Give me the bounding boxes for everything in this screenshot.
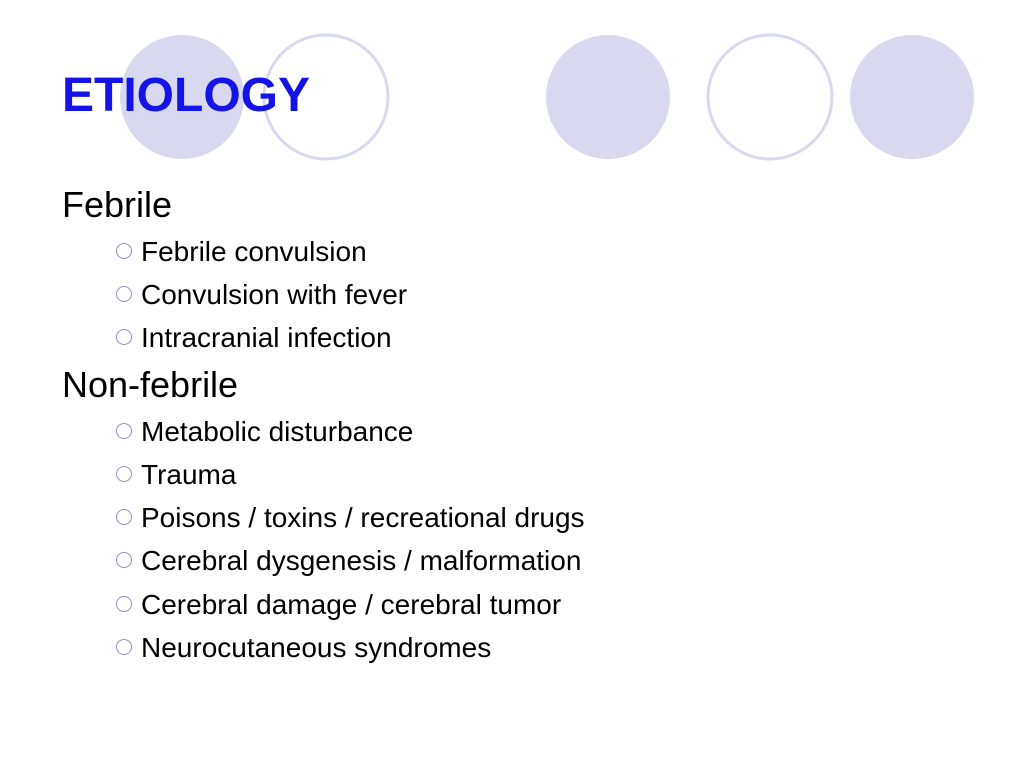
list-item — [116, 583, 1002, 626]
list-item — [116, 540, 1002, 583]
hollow-circle-bullet-icon — [116, 286, 132, 302]
list-item-text: Intracranial infection — [141, 322, 392, 354]
list-item-text: Convulsion with fever — [141, 278, 408, 310]
list-item-text: Cerebral dysgenesis / malformation — [141, 545, 582, 577]
list-item-text: Neurocutaneous syndromes — [141, 632, 492, 664]
slide-content — [62, 182, 1002, 670]
list-item — [116, 317, 1002, 360]
list-item-text: Metabolic disturbance — [141, 415, 414, 447]
list-item-text: Poisons / toxins / recreational drugs — [141, 502, 585, 534]
list-item — [116, 230, 1002, 273]
hollow-circle-bullet-icon — [116, 243, 132, 259]
hollow-circle-bullet-icon — [116, 596, 132, 612]
list-item — [116, 626, 1002, 669]
list-item — [116, 410, 1002, 453]
decor-circle-outline-2 — [708, 35, 832, 159]
section-heading-non-febrile: Non-febrile — [62, 363, 239, 405]
decor-circle-filled-3 — [850, 35, 974, 159]
hollow-circle-bullet-icon — [116, 639, 132, 655]
list-item-text: Febrile convulsion — [141, 235, 367, 267]
hollow-circle-bullet-icon — [116, 552, 132, 568]
febrile-list — [116, 230, 1002, 360]
list-item — [116, 496, 1002, 539]
slide-title: ETIOLOGY — [62, 69, 311, 122]
list-item-text: Trauma — [141, 458, 237, 490]
decor-circle-filled-2 — [546, 35, 670, 159]
hollow-circle-bullet-icon — [116, 329, 132, 345]
section-heading-febrile: Febrile — [62, 184, 173, 225]
hollow-circle-bullet-icon — [116, 466, 132, 482]
list-item-text: Cerebral damage / cerebral tumor — [141, 588, 562, 620]
non-febrile-list — [116, 410, 1002, 670]
hollow-circle-bullet-icon — [116, 509, 132, 525]
list-item — [116, 273, 1002, 316]
list-item — [116, 453, 1002, 496]
hollow-circle-bullet-icon — [116, 423, 132, 439]
